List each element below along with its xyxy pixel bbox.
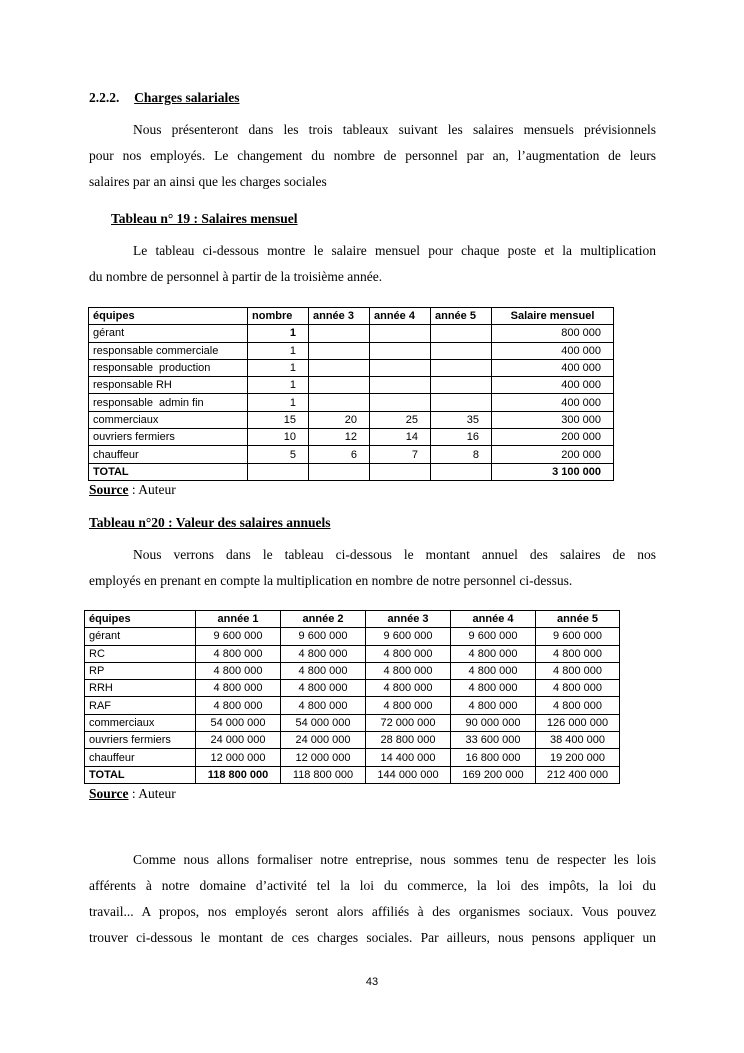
- cell: 118 800 000: [196, 766, 281, 783]
- table-row: [89, 325, 614, 342]
- cell: 4 800 000: [196, 662, 281, 679]
- cell: 4 800 000: [281, 680, 366, 697]
- cell: 4 800 000: [366, 680, 451, 697]
- cell: 1: [248, 377, 309, 394]
- table20-caption-text: Tableau n°20 : Valeur des salaires annuels: [89, 515, 331, 530]
- table-row: [85, 628, 620, 645]
- cell: [309, 463, 370, 480]
- cell: 4 800 000: [451, 645, 536, 662]
- cell: 200 000: [492, 446, 614, 463]
- cell: 400 000: [492, 342, 614, 359]
- cell: 54 000 000: [281, 714, 366, 731]
- cell: [370, 463, 431, 480]
- source-label: Source: [89, 786, 129, 801]
- cell: 300 000: [492, 411, 614, 428]
- cell: chauffeur: [89, 446, 248, 463]
- table19-description: [89, 238, 656, 290]
- cell: 28 800 000: [366, 732, 451, 749]
- cell: [248, 463, 309, 480]
- table-row: [85, 680, 620, 697]
- table19-description-line: du nombre de personnel à partir de la troisième année.: [89, 269, 383, 284]
- cell: 16 800 000: [451, 749, 536, 766]
- cell: 9 600 000: [451, 628, 536, 645]
- table19: [88, 307, 614, 481]
- table-row: [89, 411, 614, 428]
- header-cell: équipes: [85, 611, 196, 628]
- cell: responsable admin fin: [89, 394, 248, 411]
- cell: commerciaux: [85, 714, 196, 731]
- cell: [370, 394, 431, 411]
- cell: responsable production: [89, 359, 248, 376]
- cell: 6: [309, 446, 370, 463]
- table-total-row: [89, 463, 614, 480]
- cell: 1: [248, 342, 309, 359]
- header-cell: année 5: [536, 611, 620, 628]
- cell: 4 800 000: [366, 645, 451, 662]
- cell: RP: [85, 662, 196, 679]
- cell: 10: [248, 429, 309, 446]
- table20: [84, 610, 620, 784]
- header-cell: année 4: [370, 308, 431, 325]
- table-row: [85, 697, 620, 714]
- cell: 19 200 000: [536, 749, 620, 766]
- cell: 212 400 000: [536, 766, 620, 783]
- cell: 4 800 000: [451, 662, 536, 679]
- cell: 118 800 000: [281, 766, 366, 783]
- cell: [431, 463, 492, 480]
- cell: [370, 325, 431, 342]
- cell: [431, 325, 492, 342]
- cell: [370, 377, 431, 394]
- source-value: : Auteur: [128, 482, 176, 497]
- section-number: 2.2.2.: [89, 90, 120, 105]
- cell: commerciaux: [89, 411, 248, 428]
- closing-line: travail... A propos, nos employés seront alors affiliés à des organismes sociaux. Vous pouvez: [89, 904, 656, 919]
- page-number: 43: [365, 976, 379, 988]
- closing-line: Comme nous allons formaliser notre entreprise, nous sommes tenu de respecter les lois: [133, 852, 656, 867]
- cell: [309, 342, 370, 359]
- cell: 20: [309, 411, 370, 428]
- table-row: [85, 732, 620, 749]
- intro-line: salaires par an ainsi que les charges sociales: [89, 174, 327, 189]
- closing-paragraph: [89, 847, 656, 951]
- cell: 1: [248, 359, 309, 376]
- table-header-row: [85, 611, 620, 628]
- cell: 169 200 000: [451, 766, 536, 783]
- table-row: [89, 377, 614, 394]
- cell: 15: [248, 411, 309, 428]
- cell: 200 000: [492, 429, 614, 446]
- cell: [309, 359, 370, 376]
- table20-description-line: Nous verrons dans le tableau ci-dessous le montant annuel des salaires de nos: [133, 547, 656, 562]
- cell: 25: [370, 411, 431, 428]
- table19-source: [89, 482, 176, 498]
- section-heading: [89, 90, 240, 106]
- cell: 5: [248, 446, 309, 463]
- header-cell: nombre: [248, 308, 309, 325]
- cell: RC: [85, 645, 196, 662]
- cell: 4 800 000: [366, 697, 451, 714]
- table-row: [89, 446, 614, 463]
- section-title: Charges salariales: [134, 90, 240, 105]
- table-row: [89, 394, 614, 411]
- header-cell: année 3: [366, 611, 451, 628]
- cell: [431, 342, 492, 359]
- cell: 14 400 000: [366, 749, 451, 766]
- cell: 4 800 000: [366, 662, 451, 679]
- table-row: [85, 714, 620, 731]
- cell: 4 800 000: [281, 697, 366, 714]
- cell: 4 800 000: [536, 662, 620, 679]
- cell: 33 600 000: [451, 732, 536, 749]
- table20-description-line: employés en prenant en compte la multiplication en nombre de notre personnel ci-dessus.: [89, 573, 573, 588]
- header-cell: année 2: [281, 611, 366, 628]
- cell: 144 000 000: [366, 766, 451, 783]
- table19-caption: [111, 211, 298, 227]
- table-row: [85, 662, 620, 679]
- cell: 14: [370, 429, 431, 446]
- cell: 800 000: [492, 325, 614, 342]
- source-label: Source: [89, 482, 129, 497]
- table20-description: [89, 542, 656, 594]
- intro-line: pour nos employés. Le changement du nombre de personnel par an, l’augmentation de leurs: [89, 148, 656, 163]
- cell: 72 000 000: [366, 714, 451, 731]
- cell: 4 800 000: [536, 697, 620, 714]
- cell: 9 600 000: [196, 628, 281, 645]
- table-row: [89, 359, 614, 376]
- header-cell: année 4: [451, 611, 536, 628]
- table20-source: [89, 786, 176, 802]
- cell: 54 000 000: [196, 714, 281, 731]
- table-total-row: [85, 766, 620, 783]
- cell: 4 800 000: [451, 680, 536, 697]
- cell: [370, 342, 431, 359]
- cell: chauffeur: [85, 749, 196, 766]
- cell: responsable RH: [89, 377, 248, 394]
- cell: 3 100 000: [492, 463, 614, 480]
- cell: 4 800 000: [196, 645, 281, 662]
- table19-caption-text: Tableau n° 19 : Salaires mensuel: [111, 211, 298, 226]
- cell: 4 800 000: [451, 697, 536, 714]
- cell: RRH: [85, 680, 196, 697]
- cell: responsable commerciale: [89, 342, 248, 359]
- header-cell: année 5: [431, 308, 492, 325]
- cell: 7: [370, 446, 431, 463]
- cell: 1: [248, 394, 309, 411]
- cell: gérant: [89, 325, 248, 342]
- header-cell: année 3: [309, 308, 370, 325]
- cell: 400 000: [492, 394, 614, 411]
- cell: 9 600 000: [281, 628, 366, 645]
- cell: 16: [431, 429, 492, 446]
- cell: 4 800 000: [196, 697, 281, 714]
- cell: 4 800 000: [281, 645, 366, 662]
- intro-line: Nous présenteront dans les trois tableaux suivant les salaires mensuels prévisionnels: [133, 122, 656, 137]
- cell: gérant: [85, 628, 196, 645]
- cell: [431, 394, 492, 411]
- table20-caption: [89, 515, 330, 531]
- closing-line: afférents à notre domaine d’activité tel la loi du commerce, la loi des impôts, la loi du: [89, 878, 656, 893]
- header-cell: Salaire mensuel: [492, 308, 614, 325]
- cell: 9 600 000: [536, 628, 620, 645]
- cell: 24 000 000: [196, 732, 281, 749]
- cell: [309, 325, 370, 342]
- cell: 126 000 000: [536, 714, 620, 731]
- cell: [309, 394, 370, 411]
- source-value: : Auteur: [128, 786, 176, 801]
- cell: [309, 377, 370, 394]
- table-header-row: [89, 308, 614, 325]
- cell: 9 600 000: [366, 628, 451, 645]
- cell: 400 000: [492, 377, 614, 394]
- cell: 8: [431, 446, 492, 463]
- cell: TOTAL: [85, 766, 196, 783]
- cell: 35: [431, 411, 492, 428]
- cell: 12 000 000: [196, 749, 281, 766]
- cell: 90 000 000: [451, 714, 536, 731]
- header-cell: équipes: [89, 308, 248, 325]
- table19-description-line: Le tableau ci-dessous montre le salaire mensuel pour chaque poste et la multiplication: [133, 243, 656, 258]
- cell: 4 800 000: [196, 680, 281, 697]
- cell: 4 800 000: [281, 662, 366, 679]
- table-row: [85, 749, 620, 766]
- table-row: [85, 645, 620, 662]
- cell: [431, 377, 492, 394]
- header-cell: année 1: [196, 611, 281, 628]
- cell: 38 400 000: [536, 732, 620, 749]
- cell: RAF: [85, 697, 196, 714]
- intro-paragraph: [89, 117, 656, 195]
- cell: [431, 359, 492, 376]
- cell: TOTAL: [89, 463, 248, 480]
- cell: 12: [309, 429, 370, 446]
- cell: 4 800 000: [536, 680, 620, 697]
- cell: 24 000 000: [281, 732, 366, 749]
- cell: [370, 359, 431, 376]
- table-row: [89, 342, 614, 359]
- cell: 12 000 000: [281, 749, 366, 766]
- cell: ouvriers fermiers: [89, 429, 248, 446]
- cell: 4 800 000: [536, 645, 620, 662]
- table-row: [89, 429, 614, 446]
- closing-line: trouver ci-dessous le montant de ces charges sociales. Par ailleurs, nous pensons appliquer un: [89, 930, 656, 945]
- cell: 400 000: [492, 359, 614, 376]
- cell: 1: [248, 325, 309, 342]
- cell: ouvriers fermiers: [85, 732, 196, 749]
